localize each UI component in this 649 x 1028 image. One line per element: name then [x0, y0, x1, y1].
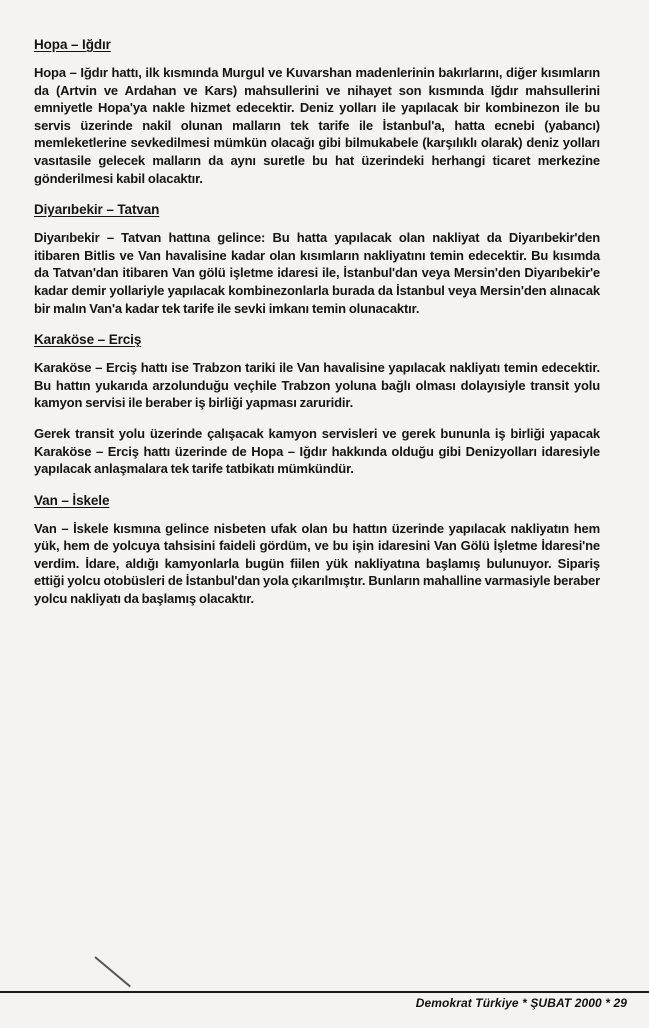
section-hopa-igdir	[34, 36, 600, 187]
section-heading: Van – İskele	[34, 492, 110, 508]
pen-mark	[94, 956, 131, 987]
section-heading: Diyarıbekir – Tatvan	[34, 202, 160, 218]
section-heading: Hopa – Iğdır	[34, 37, 111, 52]
paragraph: Van – İskele kısmına gelince nisbeten ufak olan bu hattın üzerinde yapılacak nakliyatın hem yük, hem de yolcuya tahsisini faideli gördüm, ve bu işin idaresini Van Gölü İşletme İdaresi'ne verdim. İdare, aldığı kamyonlarla bugün fiilen yük nakliyatına başlamış bulunuyor. Sipariş ettiği yolcu otobüsleri de İstanbul'dan yola çıkarılmıştır. Bunların mahalline varmasiyle beraber yolcu nakliyatı da başlamış olacaktır.	[34, 520, 600, 607]
paragraph: Hopa – Iğdır hattı, ilk kısmında Murgul ve Kuvarshan madenlerinin bakırlarını, diğer kısımların da (Artvin ve Ardahan ve Kars) mahsullerini ve nihayet son kısmında Iğdır mahsullerini emniyetle Hopa'ya nakle hizmet edecektir. Deniz yolları ile yapılacak bir kombinezon ile bu servis üzerinde nakil olunan malların tek tarife ile İstanbul'a, hatta ecnebi (yabancı) memleketlerine sevkedilmesi mümkün olacağı gibi bilmukabele (karşılıklı olarak) deniz yolları vasıtasile gelecek malların da aynı suretle bu hat üzerindeki herhangi ticaret merkezine gönderilmesi kabil olacaktır.	[34, 65, 600, 186]
footer-divider	[0, 991, 649, 993]
paragraph: Diyarıbekir – Tatvan hattına gelince: Bu hatta yapılacak olan nakliyat da Diyarıbekir'den itibaren Bitlis ve Van havalisine kadar olan kısımların nakliyatını temin edecektir. Bu kısımda da Tatvan'dan itibaren Van gölü işletme idaresi ile, İstanbul'dan veya Mersin'den Diyarıbekir'e kadar demir yollariyle yapılacak kombinezonlarla burada da İstanbul veya Mersin'den alınacak bir malın Van'a kadar tek tarife ile sevki imkanı temin olunacaktır.	[34, 230, 600, 316]
paragraph: Gerek transit yolu üzerinde çalışacak kamyon servisleri ve gerek bununla iş birliği yapacak Karaköse – Erciş hattı üzerinde de Hopa – Iğdır hakkında olduğu gibi Denizyolları idaresiyle yapılacak anlaşmalara tek tarife tatbikatı mümkündür.	[34, 425, 600, 477]
section-diyarbekir-tatvan	[34, 201, 600, 317]
paragraph: Karaköse – Erciş hattı ise Trabzon tariki ile Van havalisine yapılacak nakliyatı temin edecektir. Bu hattın yukarıda arzolunduğu veçhile Trabzon yoluna bağlı olması dolayısiyle transit yolu kamyon servisi ile beraber iş birliği yapması zaruridir.	[34, 360, 600, 411]
section-heading: Karaköse – Erciş	[34, 332, 142, 348]
section-van-iskele	[34, 492, 600, 608]
section-karakose-ercis	[34, 331, 600, 478]
page-footer: Demokrat Türkiye * ŞUBAT 2000 * 29	[415, 996, 627, 1010]
article-body	[34, 36, 600, 622]
